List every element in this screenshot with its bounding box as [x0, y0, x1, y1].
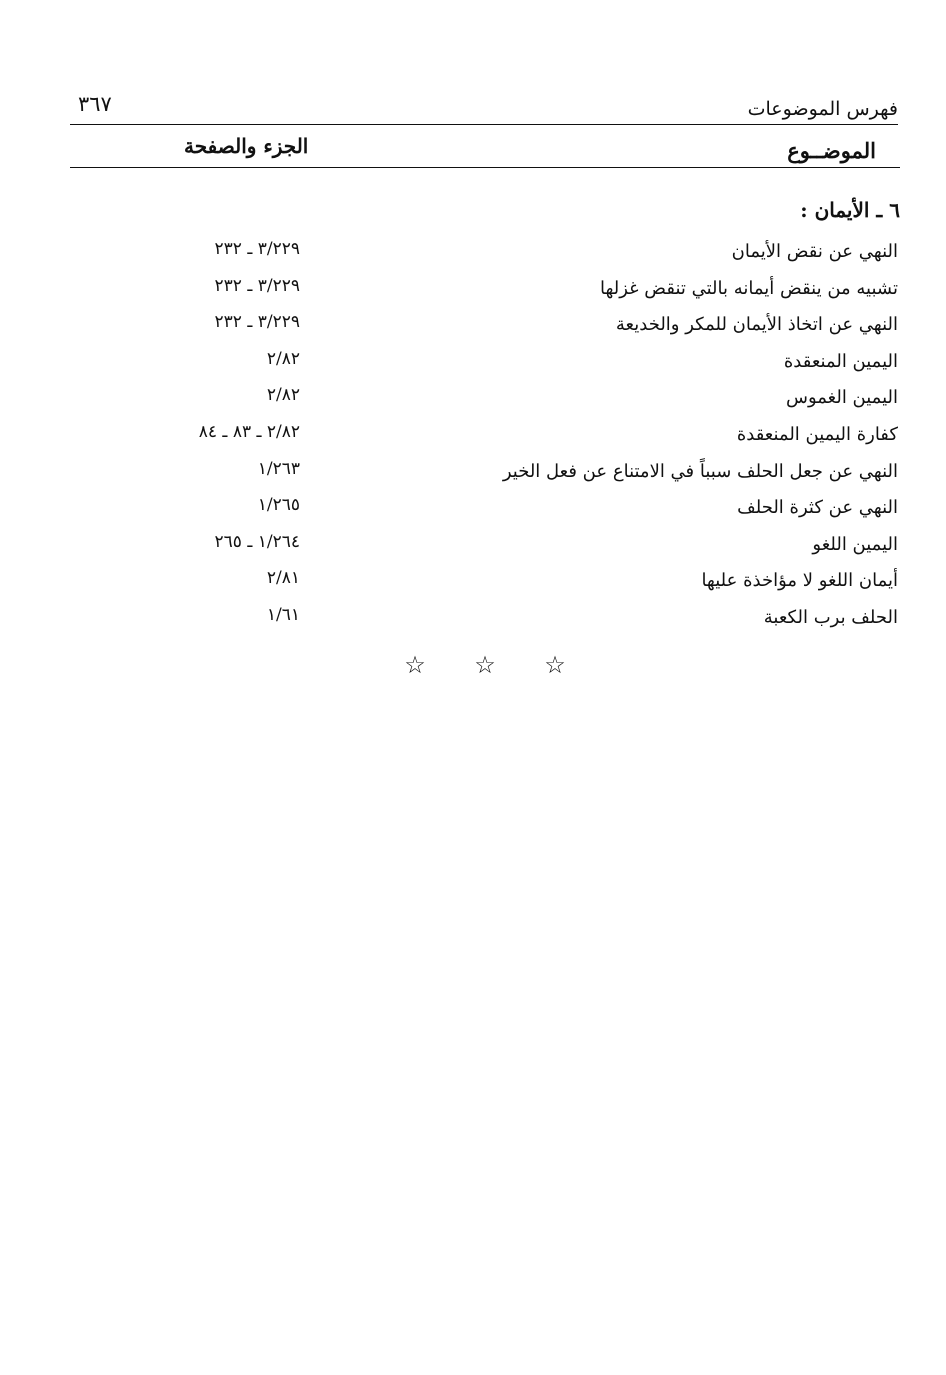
entry-page-ref: ٢/٨١ [266, 568, 300, 589]
index-entry [70, 457, 898, 494]
entry-page-ref: ٣/٢٢٩ ـ ٢٣٢ [214, 275, 300, 296]
section-title: ٦ ـ الأيمان : [800, 198, 900, 222]
entry-topic: النهي عن اتخاذ الأيمان للمكر والخديعة [615, 314, 898, 336]
entry-topic: النهي عن جعل الحلف سبباً في الامتناع عن فعل الخير [502, 460, 898, 482]
index-entry [70, 237, 898, 274]
entry-page-ref: ١/٦١ [266, 604, 300, 625]
index-entry [70, 420, 898, 457]
entry-topic: كفارة اليمين المنعقدة [736, 423, 898, 445]
entry-topic: النهي عن كثرة الحلف [737, 497, 898, 519]
entry-page-ref: ١/٢٦٤ ـ ٢٦٥ [214, 531, 300, 552]
star-icon: ☆ [544, 651, 566, 679]
page-column-header: الجزء والصفحة [184, 134, 309, 158]
index-entry [70, 383, 898, 420]
column-headers [70, 134, 898, 168]
entry-page-ref: ٣/٢٢٩ ـ ٢٣٢ [214, 239, 300, 259]
entry-page-ref: ١/٢٦٥ [257, 495, 300, 516]
index-entry [70, 274, 898, 311]
page-number: ٣٦٧ [78, 92, 112, 116]
entry-topic: اليمين الغموس [785, 387, 898, 409]
entry-topic: أيمان اللغو لا مؤاخذة عليها [701, 570, 898, 592]
entry-page-ref: ٢/٨٢ ـ ٨٣ ـ ٨٤ [198, 421, 300, 442]
header-divider [70, 124, 898, 125]
index-entry [70, 566, 898, 603]
page-title: فهرس الموضوعات [747, 98, 898, 120]
entry-topic: اليمين المنعقدة [783, 350, 898, 372]
page-header [70, 88, 898, 126]
topic-column-header: الموضــوع [787, 138, 876, 163]
entry-page-ref: ١/٢٦٣ [257, 458, 300, 479]
index-entry [70, 310, 898, 347]
index-entry [70, 347, 898, 384]
index-entries [70, 237, 898, 640]
entry-topic: الحلف برب الكعبة [763, 606, 898, 628]
column-header-divider [70, 167, 900, 168]
index-entry [70, 603, 898, 640]
entry-topic: اليمين اللغو [812, 533, 898, 555]
index-entry [70, 530, 898, 567]
star-icon: ☆ [474, 651, 496, 679]
section-end-ornament [400, 650, 570, 680]
entry-topic: تشبيه من ينقض أيمانه بالتي تنقض غزلها [599, 277, 898, 299]
entry-topic: النهي عن نقض الأيمان [731, 241, 898, 262]
star-icon: ☆ [404, 651, 426, 679]
entry-page-ref: ٢/٨٢ [266, 348, 300, 369]
index-entry [70, 493, 898, 530]
entry-page-ref: ٣/٢٢٩ ـ ٢٣٢ [214, 312, 300, 333]
entry-page-ref: ٢/٨٢ [266, 385, 300, 406]
